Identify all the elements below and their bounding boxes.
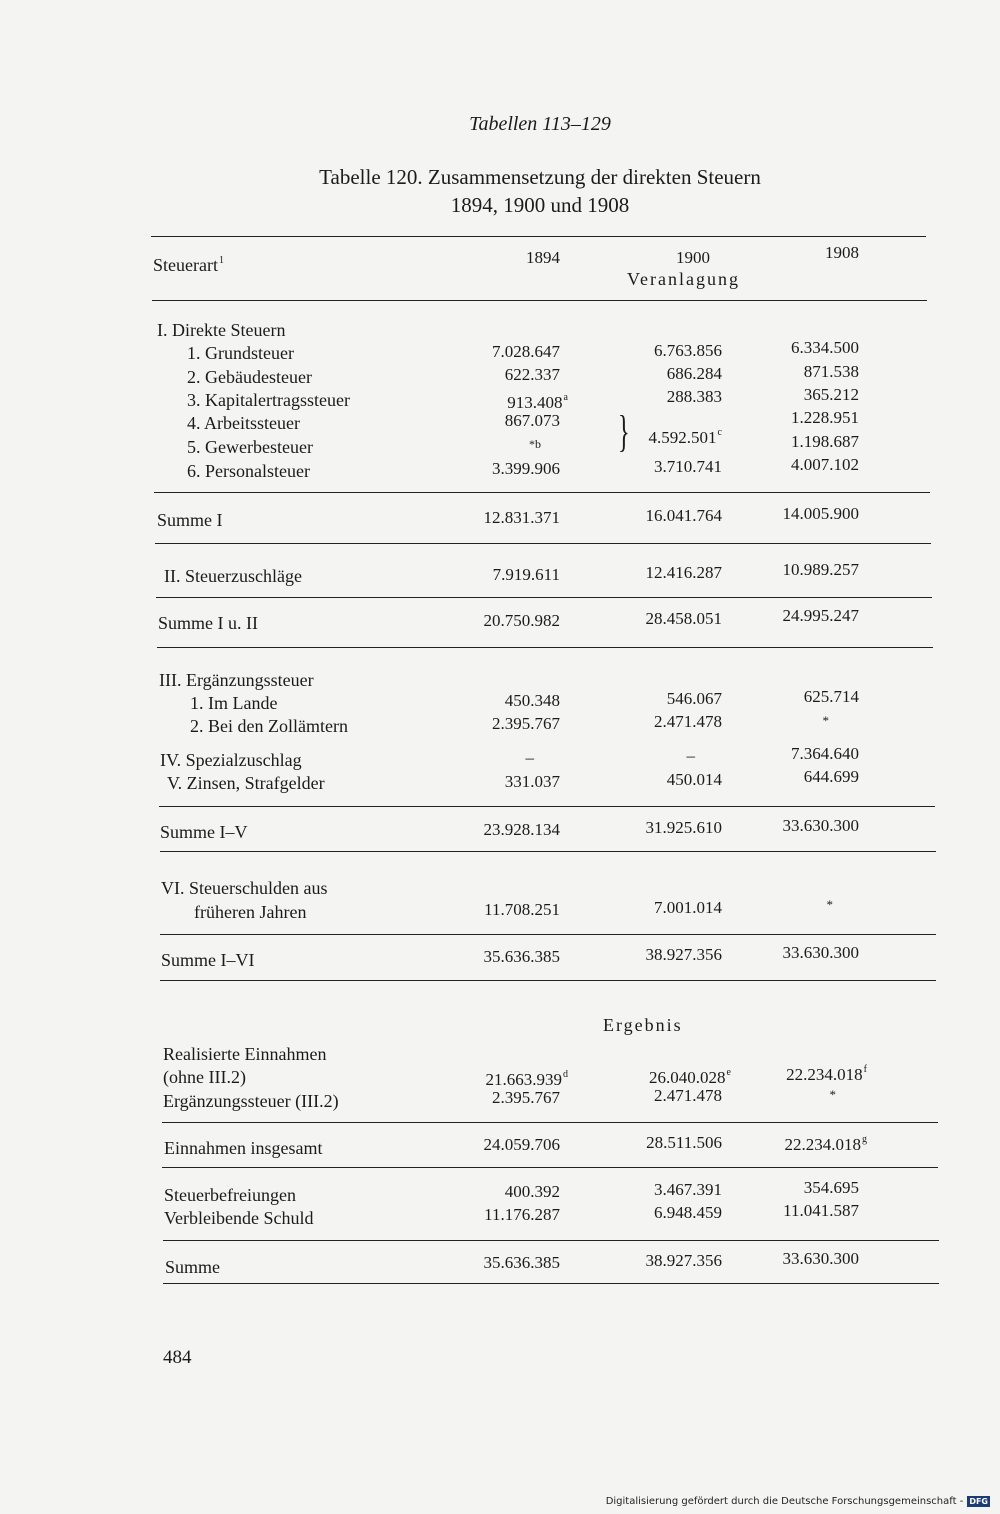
row-label: 1. Im Lande [190,693,278,713]
row-label: Steuerbefreiungen [164,1185,296,1205]
veranlagung-label: Veranlagung [627,269,740,289]
cell-1900: 28.458.051 [645,609,722,628]
ergebnis-label: Ergebnis [603,1015,683,1035]
rule-summe-top [163,1240,939,1241]
cell-1900: 6.763.856 [654,341,722,360]
row-label: Ergänzungssteuer (III.2) [163,1091,339,1111]
rule-summe1-top [154,492,930,493]
running-head: Tabellen 113–129 [469,113,611,135]
cell-1900-merged: 4.592.501$^c$ [648,427,722,447]
cell-1908: 10.989.257 [782,560,859,579]
cell-1908: 4.007.102 [791,455,859,474]
cell-1908: 33.630.300 [782,943,859,962]
cell-1900: 31.925.610 [645,818,722,837]
cell-1900: 16.041.764 [645,506,722,525]
cell-1908: 644.699 [803,767,859,786]
col-header-1894: 1894 [526,248,560,267]
cell-1908: 14.005.900 [782,504,859,523]
cell-1894: 7.919.611 [492,565,560,584]
cell-1894: 867.073 [504,411,560,430]
cell-1894: 2.395.767 [492,1088,560,1107]
row-label: früheren Jahren [194,902,307,922]
row-label: Summe I [157,510,223,530]
cell-1900: 686.284 [666,364,722,383]
cell-1894: 20.750.982 [483,611,560,630]
cell-1894: 7.028.647 [492,342,560,361]
cell-1894: 35.636.385 [483,1253,560,1272]
row-label: 2. Bei den Zollämtern [190,716,348,736]
cell-1908: 11.041.587 [783,1201,859,1220]
cell-1908: 1.228.951 [791,408,859,427]
cell-1894: 3.399.906 [492,459,560,478]
cell-1908: 625.714 [803,687,859,706]
row-label: Summe [165,1257,221,1277]
row-label: 4. Arbeitssteuer [187,413,300,433]
rule-summe16-top [160,934,936,935]
cell-1894: *b [529,437,541,451]
rule-summe1-bottom [155,543,931,544]
cell-1908: * [826,897,833,912]
rule-summe15-bottom [160,851,936,852]
cell-1908: 24.995.247 [782,606,859,625]
section-title: I. Direkte Steuern [157,320,286,340]
cell-1894: 331.037 [504,772,560,791]
table-title-line2: 1894, 1900 und 1908 [450,193,630,217]
cell-1900: 450.014 [666,770,722,789]
table-title [0,163,1000,219]
page-number: 484 [163,1347,192,1368]
rule-summe15-top [159,806,935,807]
footer-text: Digitalisierung gefördert durch die Deutsche Forschungsgemeinschaft - [605,1496,964,1507]
row-label: 6. Personalsteuer [187,461,310,481]
cell-1908: 22.234.018$^g$ [784,1134,867,1154]
rule-einnahmen-bottom [162,1167,938,1168]
cell-1900: 3.467.391 [654,1180,722,1199]
cell-1908: 6.334.500 [791,338,859,357]
row-label: VI. Steuerschulden aus [161,878,328,898]
digitization-footer [606,1496,990,1507]
rule-einnahmen-top [162,1122,938,1123]
col-header-1900: 1900 [676,248,710,267]
row-label: Summe I–V [160,822,248,842]
brace-icon: } [618,407,630,456]
cell-1894: 11.176.287 [484,1205,560,1224]
row-label: 5. Gewerbesteuer [187,437,313,457]
row-label: (ohne III.2) [163,1067,246,1087]
top-rule [151,236,926,237]
cell-1894: 622.337 [504,365,560,384]
cell-1908: 33.630.300 [782,1249,859,1268]
row-label: IV. Spezialzuschlag [160,750,302,770]
col-header-steuerart: Steuerart$^1$ [153,255,224,275]
cell-1908: * [822,713,829,728]
row-label: II. Steuerzuschläge [164,566,302,586]
cell-1894: 21.663.939$^d$ [485,1069,568,1089]
cell-1900: 6.948.459 [654,1203,722,1222]
rule-summe12-bottom [157,647,933,648]
cell-1900: 38.927.356 [645,945,722,964]
cell-1908: 354.695 [803,1178,859,1197]
cell-1894: 11.708.251 [484,900,560,919]
cell-1908: 22.234.018$^f$ [786,1064,867,1084]
row-label: 2. Gebäudesteuer [187,367,312,387]
cell-1908: 365.212 [803,385,859,404]
rule-summe12-top [156,597,932,598]
dfg-logo: DFG [969,1497,988,1506]
cell-1900: 38.927.356 [645,1251,722,1270]
header-rule [152,300,927,301]
cell-1894: 913.408$^a$ [507,392,568,412]
cell-1908: 871.538 [803,362,859,381]
row-label: V. Zinsen, Strafgelder [167,773,325,793]
cell-1908: * [829,1087,836,1102]
cell-1900: 28.511.506 [646,1133,722,1152]
row-label: 3. Kapitalertragssteuer [187,390,350,410]
cell-1894: 2.395.767 [492,714,560,733]
cell-1900: 288.383 [666,387,722,406]
cell-1894: 24.059.706 [483,1135,560,1154]
cell-1900: – [686,746,695,765]
row-label: 1. Grundsteuer [187,343,294,363]
cell-1894: 400.392 [504,1182,560,1201]
cell-1900: 12.416.287 [645,563,722,582]
row-label: Summe I u. II [158,613,258,633]
cell-1900: 26.040.028e [649,1067,731,1087]
bottom-rule [163,1283,939,1284]
row-label: Summe I–VI [161,950,255,970]
cell-1894: 450.348 [504,691,560,710]
cell-1894: – [525,748,534,767]
cell-1894: 23.928.134 [483,820,560,839]
row-label: Einnahmen insgesamt [164,1138,323,1158]
table-title-line1: Tabelle 120. Zusammensetzung der direkten Steuern [319,165,761,189]
cell-1908: 33.630.300 [782,816,859,835]
cell-1900: 2.471.478 [654,1086,722,1105]
cell-1900: 2.471.478 [654,712,722,731]
cell-1908: 1.198.687 [791,432,859,451]
section-title: III. Ergänzungssteuer [159,670,314,690]
row-label: Verbleibende Schuld [164,1208,314,1228]
cell-1900: 546.067 [666,689,722,708]
cell-1894: 12.831.371 [483,508,560,527]
cell-1894: 35.636.385 [483,947,560,966]
col-header-1908: 1908 [825,243,859,262]
cell-1900: 7.001.014 [654,898,722,917]
row-label: Realisierte Einnahmen [163,1044,327,1064]
cell-1900: 3.710.741 [654,457,722,476]
rule-summe16-bottom [160,980,936,981]
cell-1908: 7.364.640 [791,744,859,763]
